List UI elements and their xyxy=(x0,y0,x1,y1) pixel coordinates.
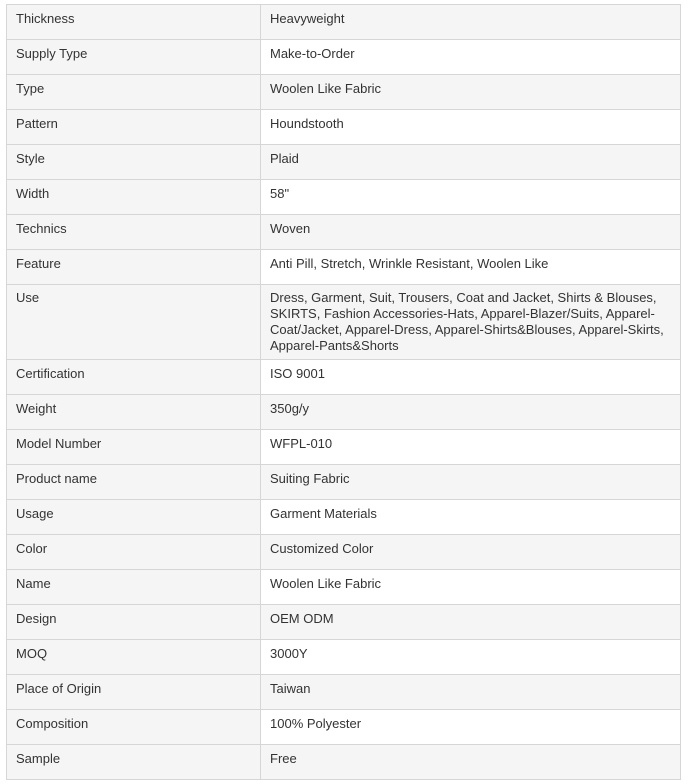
table-row xyxy=(7,430,681,465)
table-row xyxy=(7,145,681,180)
spec-label: Feature xyxy=(7,250,261,285)
table-row xyxy=(7,360,681,395)
spec-value: Woolen Like Fabric xyxy=(261,570,681,605)
spec-value: Customized Color xyxy=(261,535,681,570)
spec-value: WFPL-010 xyxy=(261,430,681,465)
spec-label: Sample xyxy=(7,745,261,780)
spec-label: Product name xyxy=(7,465,261,500)
table-row xyxy=(7,605,681,640)
table-row xyxy=(7,250,681,285)
spec-value: Suiting Fabric xyxy=(261,465,681,500)
table-row xyxy=(7,710,681,745)
spec-value: Plaid xyxy=(261,145,681,180)
spec-value: 58" xyxy=(261,180,681,215)
table-row xyxy=(7,285,681,360)
table-row xyxy=(7,640,681,675)
spec-value: OEM ODM xyxy=(261,605,681,640)
table-row xyxy=(7,395,681,430)
table-row xyxy=(7,5,681,40)
spec-label: Composition xyxy=(7,710,261,745)
spec-label: Certification xyxy=(7,360,261,395)
table-row xyxy=(7,215,681,250)
spec-value: 3000Y xyxy=(261,640,681,675)
spec-value: Free xyxy=(261,745,681,780)
spec-label: Type xyxy=(7,75,261,110)
table-row xyxy=(7,110,681,145)
table-row xyxy=(7,535,681,570)
spec-label: Name xyxy=(7,570,261,605)
spec-label: Design xyxy=(7,605,261,640)
spec-label: MOQ xyxy=(7,640,261,675)
spec-value: Make-to-Order xyxy=(261,40,681,75)
table-row xyxy=(7,180,681,215)
table-row xyxy=(7,465,681,500)
spec-label: Weight xyxy=(7,395,261,430)
table-row xyxy=(7,75,681,110)
spec-value: Woolen Like Fabric xyxy=(261,75,681,110)
table-row xyxy=(7,570,681,605)
spec-value: ISO 9001 xyxy=(261,360,681,395)
spec-value: Garment Materials xyxy=(261,500,681,535)
spec-label: Place of Origin xyxy=(7,675,261,710)
spec-label: Pattern xyxy=(7,110,261,145)
spec-value: Anti Pill, Stretch, Wrinkle Resistant, Woolen Like xyxy=(261,250,681,285)
table-row xyxy=(7,40,681,75)
spec-label: Technics xyxy=(7,215,261,250)
table-row xyxy=(7,500,681,535)
spec-label: Style xyxy=(7,145,261,180)
spec-value: Houndstooth xyxy=(261,110,681,145)
spec-label: Width xyxy=(7,180,261,215)
spec-value: Taiwan xyxy=(261,675,681,710)
spec-value: Heavyweight xyxy=(261,5,681,40)
table-row xyxy=(7,745,681,780)
spec-value: 350g/y xyxy=(261,395,681,430)
spec-label: Thickness xyxy=(7,5,261,40)
spec-label: Model Number xyxy=(7,430,261,465)
spec-value: 100% Polyester xyxy=(261,710,681,745)
spec-label: Supply Type xyxy=(7,40,261,75)
product-spec-table xyxy=(6,4,681,780)
spec-label: Use xyxy=(7,285,261,360)
spec-label: Usage xyxy=(7,500,261,535)
spec-value: Woven xyxy=(261,215,681,250)
table-row xyxy=(7,675,681,710)
spec-value: Dress, Garment, Suit, Trousers, Coat and Jacket, Shirts & Blouses, SKIRTS, Fashion Accessories-Hats, Apparel-Blazer/Suits, Apparel-Coat/Jacket, Apparel-Dress, Apparel-Shirts&Blouses, Apparel-Skirts, Apparel-Pants&Shorts xyxy=(261,285,681,360)
spec-label: Color xyxy=(7,535,261,570)
